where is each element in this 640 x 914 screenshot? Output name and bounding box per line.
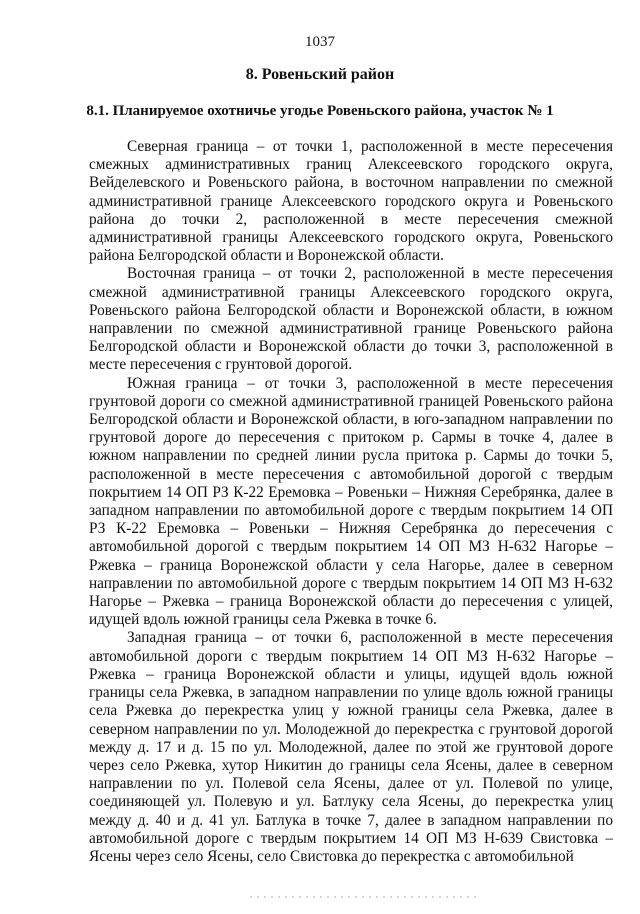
paragraph-south-boundary: Южная граница – от точки 3, расположенной в месте пересечения грунтовой дороги со смежной административной границей Ровеньского района Белгородской области и Воронежской области, в юго-западном направлении по грунтовой дороге до пересечения с притоком р. Сармы в точке 4, далее в южном направлении по средней линии русла притока р. Сармы до точки 5, расположенной в месте пересечения с автомобильной дорогой с твердым покрытием 14 ОП РЗ К-22 Еремовка – Ровеньки – Нижняя Серебрянка, далее в западном направлении по автомобильной дороге с твердым покрытием 14 ОП РЗ К-22 Еремовка – Ровеньки – Нижняя Серебрянка до пересечения с автомобильной дорогой с твердым покрытием 14 ОП МЗ Н-632 Нагорье – Ржевка – граница Воронежской области у села Нагорье, далее в северном направлении по автомобильной дороге с твердым покрытием 14 ОП МЗ Н-632 Нагорье – Ржевка – граница Воронежской области до пересечения с улицей, идущей вдоль южной границы села Ржевка в точке 6. — [89, 374, 613, 629]
paragraph-east-boundary: Восточная граница – от точки 2, расположенной в месте пересечения смежной административной границы Алексеевского городского округа, Ровеньского района Белгородской области и Воронежской области, в южном направлении по смежной административной границе Ровеньского района Белгородской области и Воронежской области до точки 3, расположенной в месте пересечения с грунтовой дорогой. — [89, 265, 613, 374]
document-body — [89, 138, 613, 866]
paragraph-north-boundary: Северная граница – от точки 1, расположенной в месте пересечения смежных административных границ Алексеевского городского округа, Вейделевского и Ровеньского района, в восточном направлении по смежной административной границе Алексеевского городского округа и Ровеньского района до точки 2, расположенной в месте пересечения смежной административной границы Алексеевского городского округа, Ровеньского района Белгородской области и Воронежской области. — [89, 138, 613, 265]
paragraph-west-boundary: Западная граница – от точки 6, расположенной в месте пересечения автомобильной дороги с твердым покрытием 14 ОП МЗ Н-632 Нагорье – Ржевка – граница Воронежской области и улицы, идущей вдоль южной границы села Ржевка, в западном направлении по улице вдоль южной границы села Ржевка до перекрестка улиц у южной границы села Ржевка, далее в северном направлении по ул. Молодежной до перекрестка с грунтовой дорогой между д. 17 и д. 15 по ул. Молодежной, далее по этой же грунтовой дороге через село Ржевка, хутор Никитин до границы села Ясены, далее в северном направлении по ул. Полевой села Ясены, далее от ул. Полевой по улице, соединяющей ул. Полевую и ул. Батлуку села Ясены, до перекрестка улиц между д. 40 и д. 41 ул. Батлука в точке 7, далее в западном направлении по автомобильной дороге с твердым покрытием 14 ОП МЗ Н-639 Свистовка – Ясены через село Ясены, село Свистовка до перекрестка с автомобильной — [89, 629, 613, 865]
subsection-title: 8.1. Планируемое охотничье угодье Ровеньского района, участок № 1 — [86, 103, 554, 119]
page-number: 1037 — [305, 34, 335, 50]
scan-artifact — [250, 896, 480, 898]
section-title: 8. Ровеньский район — [245, 66, 395, 83]
